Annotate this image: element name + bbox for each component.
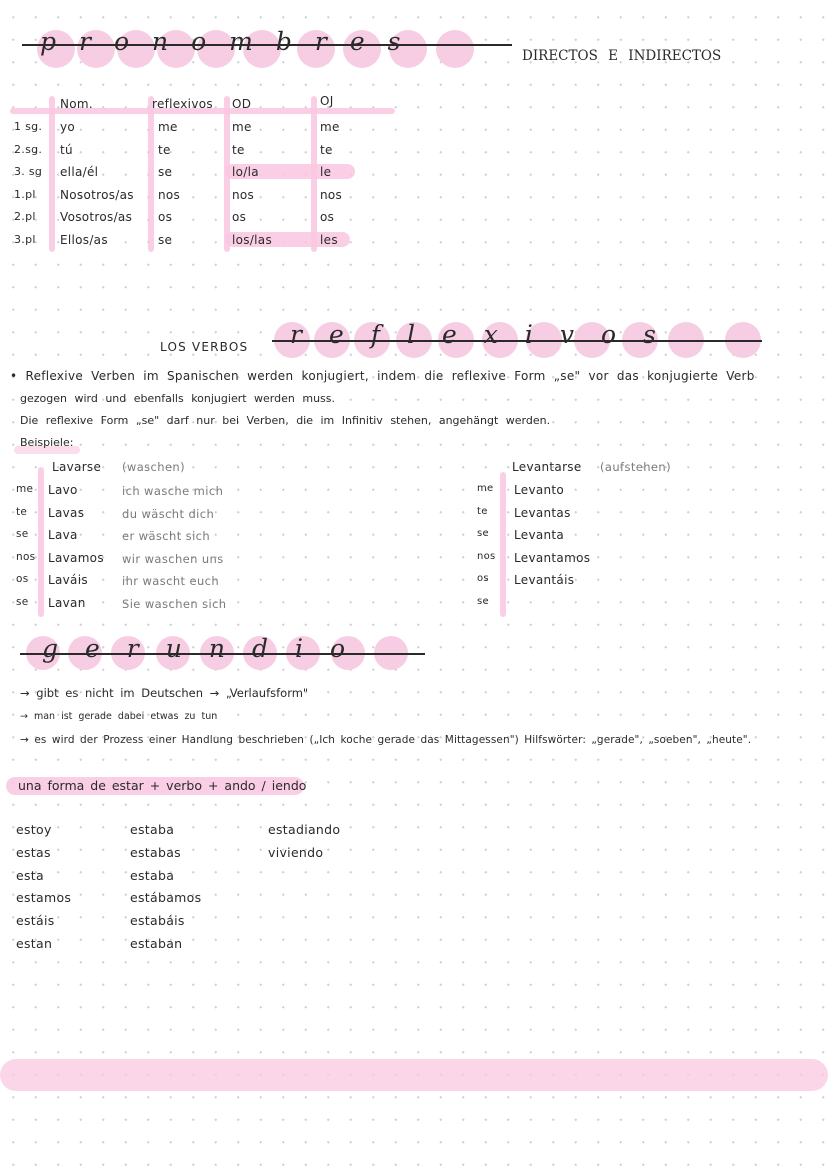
beispiele-label: Beispiele:	[20, 436, 74, 449]
lavarse-form: Laváis	[48, 573, 88, 588]
intro-line-1: • Reflexive Verben im Spanischen werden konjugiert, indem die reflexive Form „se" vor das konjugierte Verb	[10, 369, 755, 383]
row-label: 2.sg.	[14, 142, 43, 156]
table-cell: yo	[60, 120, 76, 134]
estar-present-form: estamos	[16, 890, 72, 906]
estar-imperfect-form: estábamos	[130, 890, 202, 906]
table-cell: te	[158, 142, 171, 157]
header-reflexivos: reflexivos	[152, 97, 213, 111]
lavarse-german: ich wasche mich	[122, 484, 224, 498]
row-label: 1 sg.	[14, 120, 43, 133]
table-cell: os	[320, 210, 335, 225]
levantarse-pronoun: os	[477, 573, 489, 585]
title-gerundio	[0, 628, 828, 678]
gerund-example: estadiando	[268, 822, 341, 837]
estar-present-column	[16, 822, 116, 962]
levantarse-block	[460, 450, 760, 620]
table-cell: los/las	[232, 233, 273, 247]
lavarse-form: Lavas	[48, 505, 85, 520]
levantarse-form: Levanto	[514, 483, 565, 497]
intro-line-2: gezogen wird und ebenfalls konjugiert werden muss.	[20, 392, 336, 405]
lavarse-german: wir waschen uns	[122, 551, 224, 566]
lavarse-pronoun: se	[16, 596, 29, 608]
pronombres-heading: pronombres	[40, 27, 424, 56]
row-label: 3. sg	[14, 165, 43, 179]
table-cell: te	[320, 142, 333, 157]
directos-indirectos-subtitle: DIRECTOS E INDIRECTOS	[522, 48, 722, 64]
levantarse-pronoun: te	[477, 505, 488, 517]
lavarse-german: ihr wascht euch	[122, 574, 220, 589]
table-cell: os	[232, 210, 247, 225]
lavarse-verb: Lavarse	[52, 460, 102, 474]
note-2: → man ist gerade dabei etwas zu tun	[20, 711, 218, 722]
table-cell: me	[320, 120, 340, 134]
estar-imperfect-form: estaba	[130, 867, 175, 883]
lavarse-meaning: (waschen)	[122, 460, 185, 474]
levantarse-pronoun: se	[477, 596, 489, 607]
table-cell: Vosotros/as	[60, 210, 133, 225]
formula-line: una forma de estar + verbo + ando / iendo	[18, 778, 307, 793]
table-cell: se	[158, 233, 173, 247]
estar-present-form: esta	[16, 867, 44, 883]
table-cell: ella/él	[60, 165, 99, 180]
levantarse-form: Levantas	[514, 505, 571, 520]
lavarse-pronoun: me	[16, 483, 34, 495]
table-cell: nos	[320, 187, 343, 202]
levantarse-form: Levantáis	[514, 573, 575, 588]
header-nom: Nom.	[60, 97, 94, 111]
gerund-example: viviendo	[268, 844, 324, 860]
table-cell: nos	[158, 187, 181, 202]
lavarse-form: Lava	[48, 528, 78, 543]
lavarse-form: Lavamos	[48, 550, 104, 565]
lavarse-pronoun: se	[16, 528, 29, 541]
table-cell: Ellos/as	[60, 233, 108, 247]
estar-imperfect-form: estabas	[130, 844, 181, 860]
estar-present-form: estoy	[16, 822, 52, 837]
lavarse-pronoun: te	[16, 505, 28, 518]
lavarse-pronoun: nos	[16, 550, 36, 563]
table-cell: os	[158, 210, 173, 225]
lavarse-german: du wäscht dich	[122, 506, 215, 521]
header-oj: OJ	[320, 94, 334, 108]
estar-imperfect-column	[130, 822, 250, 962]
title-reflexivos	[0, 310, 828, 370]
table-cell: me	[158, 120, 178, 134]
lavarse-german: er wäscht sich	[122, 529, 211, 544]
table-cell: tú	[60, 142, 73, 157]
levantarse-form: Levanta	[514, 528, 565, 543]
los-verbos-label: LOS VERBOS	[160, 340, 249, 354]
bottom-highlight-band	[0, 1059, 828, 1091]
row-label: 1.pl	[14, 187, 36, 201]
levantarse-meaning: (aufstehen)	[600, 460, 671, 474]
levantarse-pronoun: nos	[477, 550, 496, 562]
lavarse-form: Lavan	[48, 596, 86, 610]
gerund-examples-column	[268, 822, 388, 882]
table-cell: te	[232, 142, 245, 157]
estar-imperfect-form: estaba	[130, 822, 175, 837]
row-label: 3.pl	[14, 233, 36, 246]
table-cell: nos	[232, 187, 255, 202]
table-cell: les	[320, 233, 338, 247]
table-cell: me	[232, 120, 252, 134]
table-cell: Nosotros/as	[60, 187, 134, 202]
lavarse-form: Lavo	[48, 483, 78, 497]
header-od: OD	[232, 97, 252, 111]
levantarse-pronoun: se	[477, 528, 489, 540]
estar-present-form: estáis	[16, 913, 55, 929]
title-pronombres	[0, 10, 828, 70]
intro-line-3: Die reflexive Form „se" darf nur bei Verben, die im Infinitiv stehen, angehängt werden.	[20, 414, 551, 427]
estar-present-form: estan	[16, 936, 53, 951]
estar-imperfect-form: estabáis	[130, 913, 185, 929]
levantarse-verb: Levantarse	[512, 460, 582, 474]
lavarse-german: Sie waschen sich	[122, 597, 227, 611]
table-cell: le	[320, 165, 332, 180]
estar-imperfect-form: estaban	[130, 936, 183, 951]
estar-present-form: estas	[16, 844, 51, 860]
reflexivos-heading: reflexivos	[290, 320, 683, 349]
table-cell: se	[158, 165, 173, 180]
lavarse-block	[0, 450, 300, 620]
levantarse-form: Levantamos	[514, 550, 591, 565]
row-label: 2.pl	[14, 210, 36, 224]
pronoun-table	[0, 88, 420, 258]
note-1: → gibt es nicht im Deutschen → „Verlaufsform"	[20, 686, 309, 700]
table-cell: lo/la	[232, 165, 259, 180]
note-3: → es wird der Prozess einer Handlung beschrieben („Ich koche gerade das Mittagessen") Hilfswörter: „gerade", „soeben", „heute".	[20, 734, 752, 746]
gerundio-heading: gerundio	[42, 634, 373, 663]
lavarse-pronoun: os	[16, 573, 29, 586]
levantarse-pronoun: me	[477, 483, 494, 494]
